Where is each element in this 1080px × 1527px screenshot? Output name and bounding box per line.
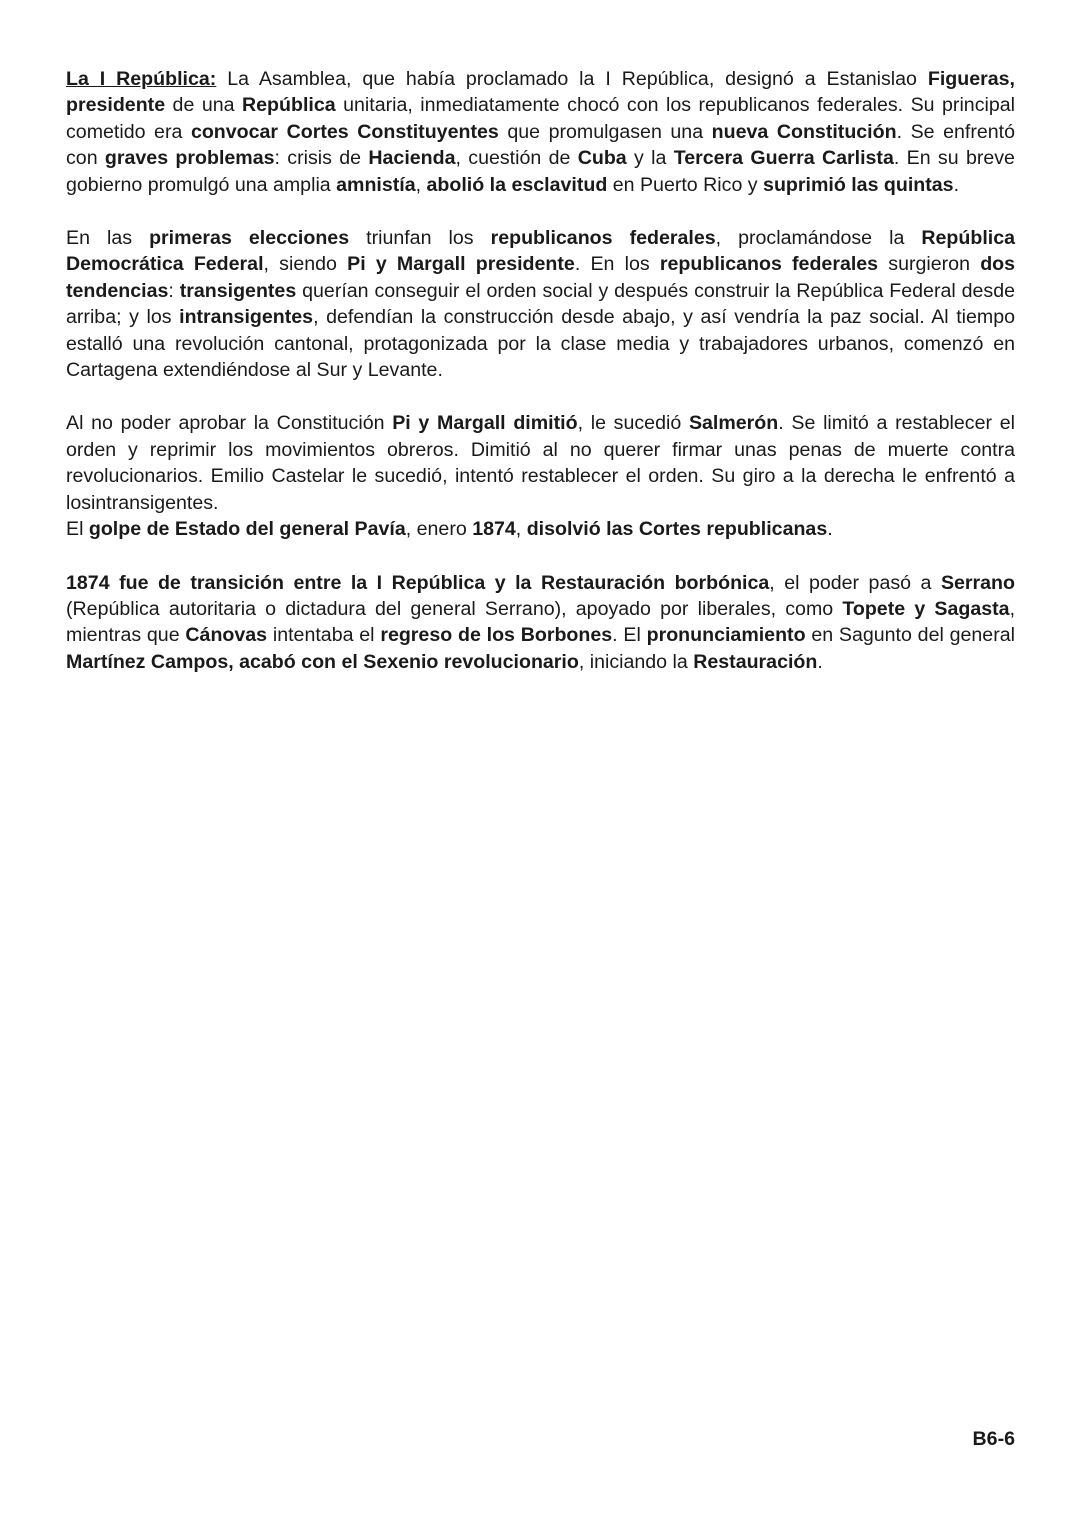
- text-run: , el poder pasó a: [769, 571, 941, 594]
- document-page: [66, 66, 1015, 702]
- bold-run: Restauración: [693, 650, 818, 673]
- text-run: que promulgasen una: [498, 120, 712, 143]
- bold-run: graves problemas: [104, 147, 275, 170]
- text-run: intentaba el: [267, 624, 381, 647]
- text-run: , iniciando la: [578, 650, 694, 673]
- section-heading-run: La I República:: [66, 68, 217, 90]
- bold-run: convocar Cortes Constituyentes: [190, 120, 499, 143]
- bold-run: República: [242, 94, 336, 117]
- text-run: . Se limitó a restablecer el orden y reprimir los movimientos obreros. Dimitió al no querer firmar unas penas de muerte contra revolucionarios. Emilio Castelar le sucedió, intentó restablecer el orden. Su giro a la derecha le enfrentó a losintransigentes.: [66, 412, 1015, 514]
- bold-run: Pi y Margall dimitió: [392, 412, 578, 435]
- bold-run: Serrano: [940, 571, 1015, 594]
- bold-run: regreso de los Borbones: [380, 624, 613, 647]
- text-run: .: [953, 173, 960, 196]
- bold-run: republicanos federales: [490, 227, 716, 250]
- text-run: ,: [415, 173, 427, 196]
- bold-run: Tercera Guerra Carlista: [673, 147, 894, 170]
- text-run: surgieron: [878, 253, 981, 276]
- bold-run: republicanos federales: [659, 253, 879, 276]
- text-run: . En su breve gobierno promulgó una amplia: [66, 147, 1015, 196]
- bold-run: disolvió las Cortes republicanas: [526, 518, 828, 541]
- bold-run: transigentes: [179, 279, 297, 302]
- bold-run: 1874 fue de transición entre la I República y la Restauración borbónica: [66, 571, 770, 594]
- bold-run: pronunciamiento: [646, 624, 806, 647]
- text-run: querían conseguir el orden social y después construir la República Federal desde arriba; y los: [66, 279, 1015, 329]
- text-run: Al no poder aprobar la Constitución: [66, 412, 393, 435]
- text-run: En las: [66, 227, 150, 250]
- bold-run: Topete y Sagasta: [842, 597, 1010, 620]
- text-run: (República autoritaria o dictadura del general Serrano), apoyado por liberales, como: [66, 597, 843, 620]
- text-run: . Se enfrentó con: [66, 120, 1015, 170]
- bold-run: suprimió las quintas: [763, 173, 954, 196]
- paragraph-primera-republica: [66, 66, 1015, 198]
- bold-run: 1874: [472, 518, 516, 541]
- text-run: , siendo: [263, 253, 348, 276]
- text-run: . En los: [574, 253, 660, 276]
- text-run: . El: [612, 624, 647, 647]
- paragraph-salmeron-castelar: [66, 410, 1015, 516]
- text-run: , enero: [405, 518, 473, 541]
- text-run: El: [66, 518, 89, 541]
- text-run: , cuestión de: [455, 147, 578, 170]
- text-run: ,: [515, 518, 527, 541]
- text-run: , proclamándose la: [715, 227, 922, 250]
- text-run: :: [168, 279, 180, 302]
- bold-run: golpe de Estado del general Pavía: [88, 518, 406, 541]
- bold-run: Salmerón: [688, 412, 779, 435]
- text-run: triunfan los: [349, 227, 491, 250]
- bold-run: abolió la esclavitud: [426, 173, 608, 196]
- bold-run: República Democrática Federal: [66, 227, 1016, 276]
- text-run: , mientras que: [66, 597, 1016, 647]
- paragraph-golpe-pavia: [66, 516, 1015, 542]
- bold-run: primeras elecciones: [149, 227, 350, 250]
- text-run: , le sucedió: [577, 412, 689, 435]
- text-run: , defendían la construcción desde abajo, y así vendría la paz social. Al tiempo estalló una revolución cantonal, protagonizada por la clase media y trabajadores urbanos, comenzó en Cartagena extendiéndose al Sur y Levante.: [66, 306, 1016, 382]
- bold-run: dos tendencias: [66, 253, 1016, 302]
- bold-run: amnistía: [336, 173, 416, 196]
- text-run: de una: [165, 94, 242, 117]
- page-number-label: B6-6: [972, 1428, 1015, 1450]
- bold-run: Pi y Margall presidente: [347, 253, 575, 276]
- text-run: : crisis de: [274, 147, 369, 170]
- bold-run: Cánovas: [185, 624, 268, 647]
- text-run: y la: [626, 147, 674, 170]
- text-run: .: [827, 518, 833, 541]
- paragraph-republica-federal: [66, 225, 1015, 383]
- text-run: en Puerto Rico y: [607, 173, 764, 196]
- bold-run: Cuba: [577, 147, 627, 170]
- text-run: en Sagunto del general: [805, 624, 1015, 647]
- bold-run: Figueras, presidente: [66, 68, 1015, 117]
- bold-run: intransigentes: [179, 306, 314, 329]
- paragraph-transicion-restauracion: [66, 570, 1015, 676]
- bold-run: Hacienda: [368, 147, 456, 170]
- bold-run: Martínez Campos, acabó con el Sexenio revolucionario: [66, 650, 579, 673]
- text-run: .: [817, 650, 823, 673]
- bold-run: nueva Constitución: [711, 120, 897, 143]
- text-run: unitaria, inmediatamente chocó con los republicanos federales. Su principal cometido era: [66, 94, 1015, 143]
- text-run: La Asamblea, que había proclamado la I República, designó a Estanislao: [216, 68, 928, 90]
